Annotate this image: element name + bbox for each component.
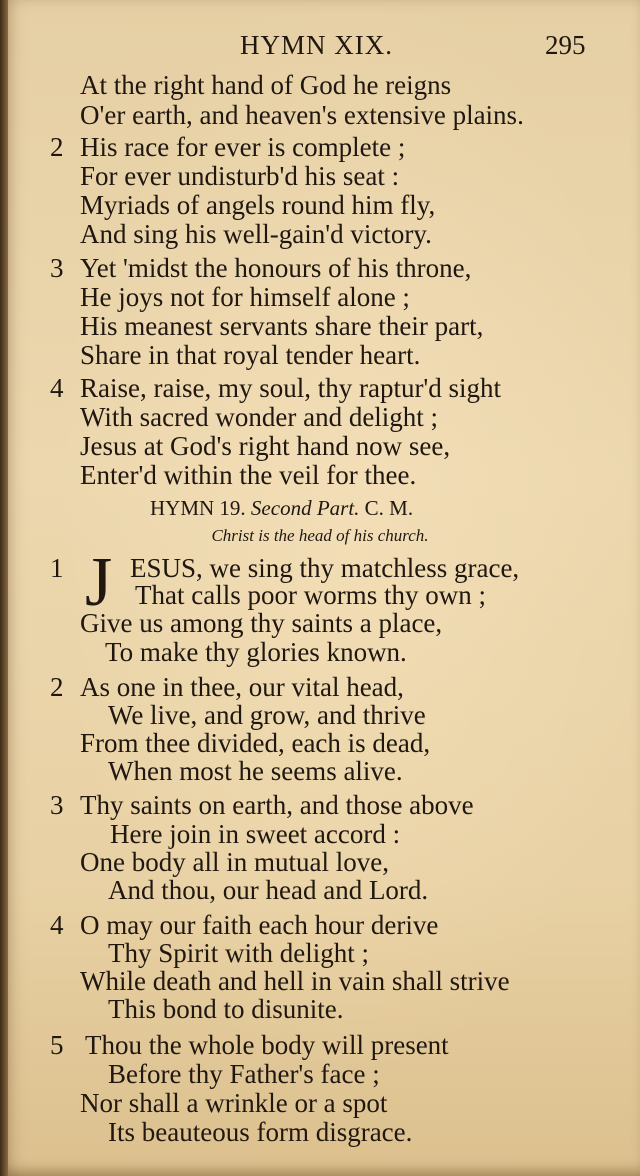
verse-number: 4 <box>50 373 64 403</box>
verse-line: Raise, raise, my soul, thy raptur'd sight <box>80 373 502 403</box>
verse-line: To make thy glories known. <box>105 637 407 667</box>
verse-line: O'er earth, and heaven's extensive plains. <box>80 100 524 130</box>
verse-line: That calls poor worms thy own ; <box>135 580 486 610</box>
verse-line: Myriads of angels round him fly, <box>80 190 436 220</box>
verse-line: He joys not for himself alone ; <box>80 282 410 312</box>
verse-line: Thy Spirit with delight ; <box>108 938 369 968</box>
verse-line: Nor shall a wrinkle or a spot <box>80 1088 388 1118</box>
page-number: 295 <box>545 30 586 60</box>
verse-number: 4 <box>50 910 64 940</box>
verse-line: Here join in sweet accord : <box>110 819 401 849</box>
verse-line: And sing his well-gain'd victory. <box>80 219 432 249</box>
page-header <box>0 30 640 62</box>
verse-line: Thou the whole body will present <box>85 1030 449 1060</box>
verse-line: His meanest servants share their part, <box>80 311 484 341</box>
verse-number: 2 <box>50 672 64 702</box>
hymn-heading-meter: C. M. <box>364 496 414 520</box>
verse-line: One body all in mutual love, <box>80 847 389 877</box>
verse-line: For ever undisturb'd his seat : <box>80 161 400 191</box>
verse-line: At the right hand of God he reigns <box>80 70 452 100</box>
verse-line: We live, and grow, and thrive <box>108 700 426 730</box>
verse-line: His race for ever is complete ; <box>80 132 406 162</box>
verse-line: Give us among thy saints a place, <box>80 608 443 638</box>
drop-cap: J <box>85 544 113 621</box>
verse-line: Jesus at God's right hand now see, <box>80 431 451 461</box>
verse-line: From thee divided, each is dead, <box>80 728 431 758</box>
hymn-subtitle: Christ is the head of his church. <box>211 526 429 545</box>
verse-number: 1 <box>50 553 64 583</box>
verse-line: As one in thee, our vital head, <box>80 672 404 702</box>
verse-line: While death and hell in vain shall strive <box>80 966 510 996</box>
verse-line: Before thy Father's face ; <box>108 1059 380 1089</box>
page-binding-edge <box>0 0 8 1176</box>
verse-line: This bond to disunite. <box>108 994 344 1024</box>
verse-line: Its beauteous form disgrace. <box>108 1117 413 1147</box>
verse-line: Enter'd within the veil for thee. <box>80 460 417 490</box>
verse-line: Yet 'midst the honours of his throne, <box>80 253 472 283</box>
verse-line: And thou, our head and Lord. <box>108 875 429 905</box>
verse-line: ESUS, we sing thy matchless grace, <box>130 553 520 583</box>
hymn-heading-number: HYMN 19. <box>150 496 246 520</box>
hymn-heading-part: Second Part. <box>250 496 360 520</box>
verse-number: 3 <box>50 253 64 283</box>
verse-line: With sacred wonder and delight ; <box>80 402 439 432</box>
hymn-heading <box>150 496 413 520</box>
verse-line: Share in that royal tender heart. <box>80 340 421 370</box>
verse-number: 5 <box>50 1030 64 1060</box>
verse-line: O may our faith each hour derive <box>80 910 439 940</box>
verse-line: When most he seems alive. <box>108 756 403 786</box>
running-title: HYMN XIX. <box>240 30 393 60</box>
verse-line: Thy saints on earth, and those above <box>80 790 474 820</box>
verse-number: 2 <box>50 132 64 162</box>
verse-number: 3 <box>50 790 64 820</box>
